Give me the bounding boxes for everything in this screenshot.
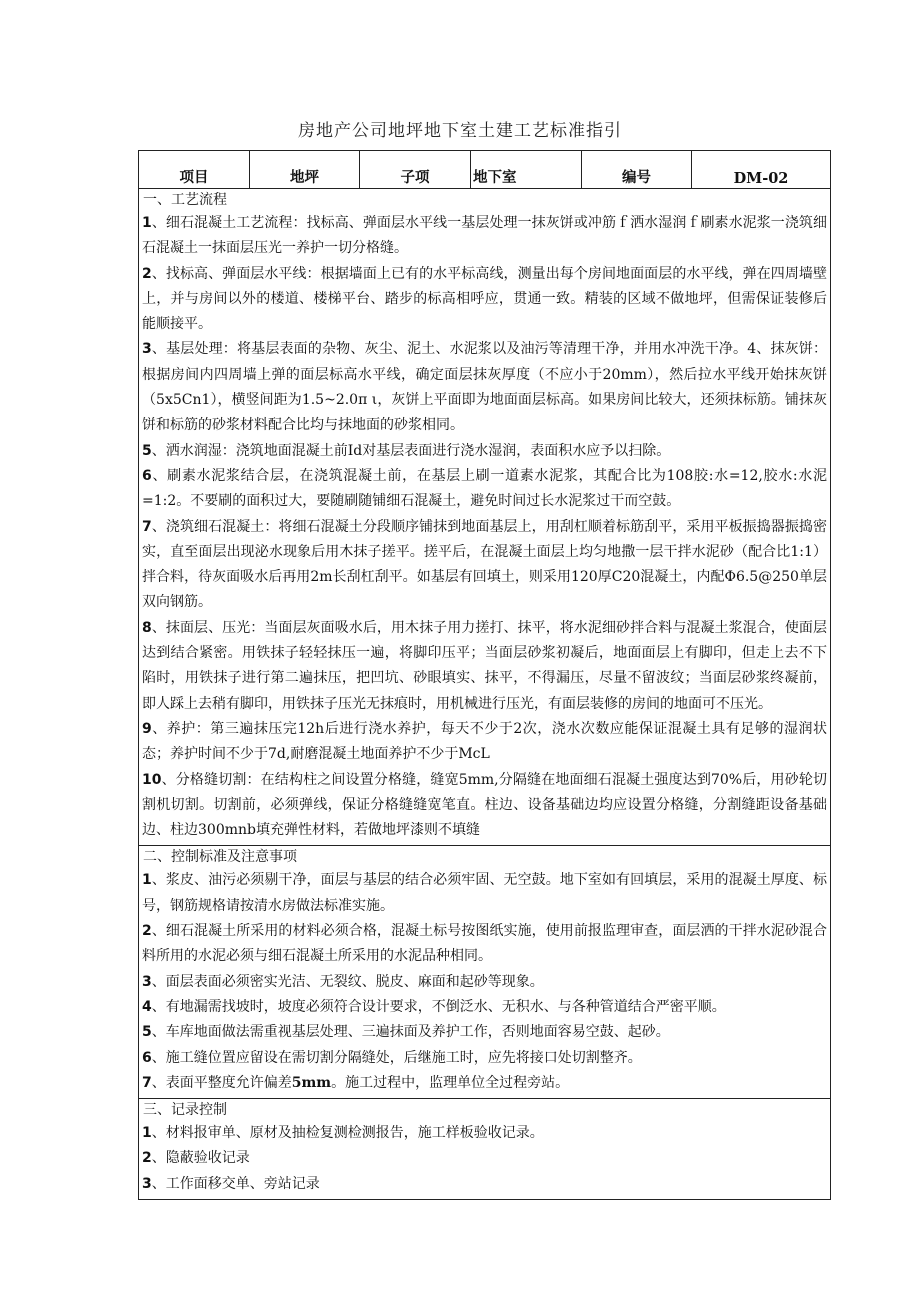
project-value: 地坪 <box>250 151 360 189</box>
document-title: 房地产公司地坪地下室土建工艺标准指引 <box>298 121 622 141</box>
list-item: 7、表面平整度允许偏差5mm。施工过程中，监理单位全过程旁站。 <box>142 1074 570 1091</box>
section-process <box>139 189 831 846</box>
list-item: 9、养护：第三遍抹压完12h后进行浇水养护，每天不少于2次，浇水次数应能保证混凝土具有足够的湿润状态；养护时间不少于7d,耐磨混凝土地面养护不少于McL <box>142 720 827 763</box>
list-item: 2、细石混凝土所采用的材料必须合格，混凝土标号按图纸实施，使用前报监理审查，面层洒的干拌水泥砂混合料所用的水泥必须与细石混凝土所采用的水泥品种相同。 <box>142 923 827 965</box>
subitem-value: 地下室 <box>471 151 582 189</box>
list-item: 1、浆皮、油污必须剔干净，面层与基层的结合必须牢固、无空鼓。地下室如有回填层，采用的混凝土厚度、标号，钢筋规格请按清水房做法标准实施。 <box>142 872 827 914</box>
list-item: 3、工作面移交单、旁站记录 <box>142 1175 320 1192</box>
section-heading: 一、工艺流程 <box>143 192 227 208</box>
list-item: 5、洒水润湿：浇筑地面混凝土前Id对基层表面进行浇水湿润，表面积水应予以扫除。 <box>142 442 671 459</box>
list-item: 5、车库地面做法需重视基层处理、三遍抹面及养护工作，否则地面容易空鼓、起砂。 <box>142 1024 670 1041</box>
list-item: 2、隐蔽验收记录 <box>142 1150 250 1167</box>
list-item: 1、材料报审单、原材及抽检复测检测报告，施工样板验收记录。 <box>142 1125 544 1142</box>
list-item: 6、施工缝位置应留设在需切割分隔缝处，后继施工时，应先将接口处切割整齐。 <box>142 1049 642 1066</box>
list-item: 4、有地漏需找坡时，坡度必须符合设计要求，不倒泛水、无积水、与各种管道结合严密平顺。 <box>142 998 726 1015</box>
section-standards <box>139 846 831 1099</box>
list-item: 8、抹面层、压光：当面层灰面吸水后，用木抹子用力搓打、抹平，将水泥细砂拌合料与混凝土浆混合，使面层达到结合紧密。用铁抹子轻轻抹压一遍，将脚印压平；当面层砂浆初凝后，地面面层上有脚印，但走上去不下陷时，用铁抹子进行第二遍抹压，把凹坑、砂眼填实、抹平，不得漏压，尽量不留波纹；当面层砂浆终凝前，即人踩上去稍有脚印，用铁抹子压光无抹痕时，用机械进行压光，有面层装修的房间的地面可不压光。 <box>142 619 827 712</box>
section-records-row <box>139 1099 831 1200</box>
list-item: 6、刷素水泥浆结合层，在浇筑混凝土前，在基层上刷一道素水泥浆，其配合比为108胶:水=12,胶水:水泥=1:2。不要刷的面积过大，要随刷随铺细石混凝土，避免时间过长水泥浆过干而空鼓。 <box>142 467 827 510</box>
header-row <box>139 151 831 189</box>
subitem-label: 子项 <box>360 151 471 189</box>
section-process-row <box>139 189 831 846</box>
list-item: 2、找标高、弹面层水平线：根据墙面上已有的水平标高线，测量出每个房间地面面层的水平线，弹在四周墙壁上，并与房间以外的楼道、楼梯平台、踏步的标高相呼应，贯通一致。精装的区域不做地坪，但需保证装修后能顺接平。 <box>142 265 827 333</box>
number-value: DM-02 <box>692 151 831 189</box>
section-standards-row <box>139 846 831 1099</box>
project-label: 项目 <box>139 151 250 189</box>
list-item: 1、细石混凝土工艺流程：找标高、弹面层水平线一基层处理一抹灰饼或冲筋ｆ洒水湿润ｆ刷素水泥浆一浇筑细石混凝土一抹面层压光一养护一切分格缝。 <box>142 215 827 257</box>
section-records <box>139 1099 831 1200</box>
section-heading: 二、控制标准及注意事项 <box>143 849 297 866</box>
list-item: 3、面层表面必须密实光洁、无裂纹、脱皮、麻面和起砂等现象。 <box>142 973 544 990</box>
number-label: 编号 <box>582 151 692 189</box>
list-item: 7、浇筑细石混凝土：将细石混凝土分段顺序铺抹到地面基层上，用刮杠顺着标筋刮平，采用平板振捣器振捣密实，直至面层出现泌水现象后用木抹子搓平。搓平后，在混凝土面层上均匀地撒一层干拌水泥砂（配合比1:1）拌合料，待灰面吸水后再用2m长刮杠刮平。如基层有回填土，则采用120厚C20混凝土，内配Φ6.5@250单层双向钢筋。 <box>142 518 827 611</box>
section-heading: 三、记录控制 <box>143 1102 227 1119</box>
standard-table <box>138 150 831 1200</box>
list-item: 3、基层处理：将基层表面的杂物、灰尘、泥土、水泥浆以及油污等清理干净，并用水冲洗干净。4、抹灰饼：根据房间内四周墙上弹的面层标高水平线，确定面层抹灰厚度（不应小于20mm），然后拉水平线开始抹灰饼（5x5Cn1），横竖间距为1.5~2.0π ι，灰饼上平面即为地面面层标高。如果房间比较大，还须抹标筋。铺抹灰饼和标筋的砂浆材料配合比均与抹地面的砂浆相同。 <box>142 341 827 434</box>
list-item: 10、分格缝切割：在结构柱之间设置分格缝，缝宽5mm,分隔缝在地面细石混凝土强度达到70%后，用砂轮切割机切割。切割前，必须弹线，保证分格缝缝宽笔直。柱边、设备基础边均应设置分格缝，分割缝距设备基础边、柱边300mnb填充弹性材料，若做地坪漆则不填缝 <box>142 771 827 839</box>
